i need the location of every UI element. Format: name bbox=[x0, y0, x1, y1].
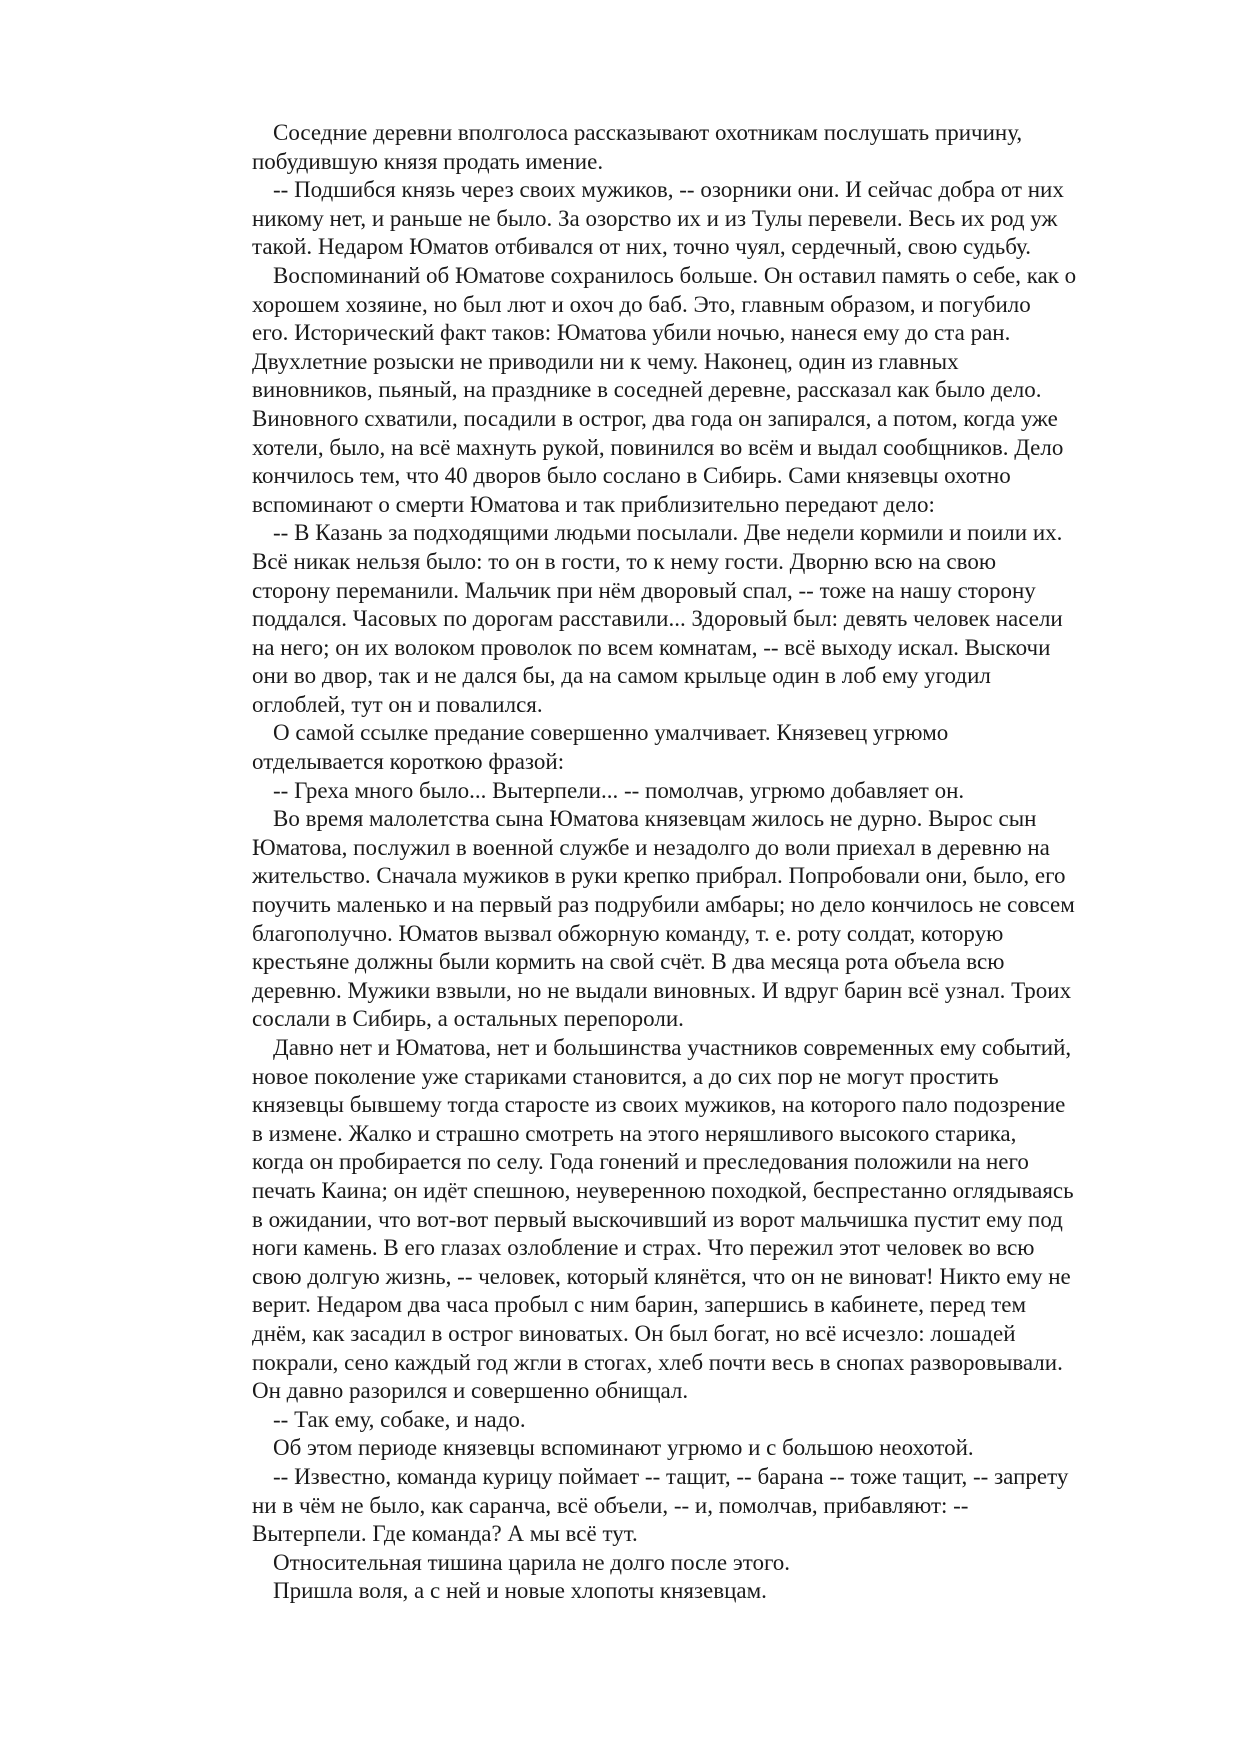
paragraph: Относительная тишина царила не долго после этого. bbox=[273, 1549, 791, 1575]
paragraph: Пришла воля, а с ней и новые хлопоты князевцам. bbox=[273, 1578, 767, 1604]
paragraph: О самой ссылке предание совершенно умалчивает. Князевец угрюмо отделывается короткою фразой: bbox=[252, 720, 949, 775]
paragraph: -- Греха много было... Вытерпели... -- помолчав, угрюмо добавляет он. bbox=[273, 777, 965, 803]
paragraph: -- В Казань за подходящими людьми посылали. Две недели кормили и поили их. Всё никак нельзя было: то он в гости, то к нему гости. Дворню всю на свою сторону переманили. Мальчик при нём дворовый спал, -- тоже на нашу сторону поддался. Часовых по дорогам расставили... Здоровый был: девять человек насели на него; он их волоком проволок по всем комнатам, -- всё выходу искал. Выскочи они во двор, так и не дался бы, да на самом крыльце один в лоб ему угодил оглоблей, тут он и повалился. bbox=[252, 520, 1063, 717]
paragraph: Об этом периоде князевцы вспоминают угрюмо и с большою неохотой. bbox=[273, 1435, 974, 1461]
paragraph: -- Подшибся князь через своих мужиков, -- озорники они. И сейчас добра от них никому нет, и раньше не было. За озорство их и из Тулы перевели. Весь их род уж такой. Недаром Юматов отбивался от них, точно чуял, сердечный, свою судьбу. bbox=[252, 177, 1064, 260]
paragraph: Воспоминаний об Юматове сохранилось больше. Он оставил память о себе, как о хорошем хозяине, но был лют и охоч до баб. Это, главным образом, и погубило его. Исторический факт таков: Юматова убили ночью, нанеся ему до ста ран. Двухлетние розыски не приводили ни к чему. Наконец, один из главных виновников, пьяный, на празднике в соседней деревне, рассказал как было дело. Виновного схватили, посадили в острог, два года он запирался, а потом, когда уже хотели, было, на всё махнуть рукой, повинился во всём и выдал сообщников. Дело кончилось тем, что 40 дворов было сослано в Сибирь. Сами князевцы охотно вспоминают о смерти Юматова и так приблизительно передают дело: bbox=[252, 262, 1077, 517]
paragraph: -- Так ему, собаке, и надо. bbox=[273, 1406, 526, 1432]
paragraph: Во время малолетства сына Юматова князевцам жилось не дурно. Вырос сын Юматова, послужил в военной службе и незадолго до воли приехал в деревню на жительство. Сначала мужиков в руки крепко прибрал. Попробовали они, было, его поучить маленько и на первый раз подрубили амбары; но дело кончилось не совсем благополучно. Юматов вызвал обжорную команду, т. е. роту солдат, которую крестьяне должны были кормить на свой счёт. В два месяца рота объела всю деревню. Мужики взвыли, но не выдали виновных. И вдруг барин всё узнал. Троих сослали в Сибирь, а остальных перепороли. bbox=[252, 806, 1075, 1032]
document-body bbox=[252, 119, 1162, 1606]
paragraph: Соседние деревни вполголоса рассказывают охотникам послушать причину, побудившую князя продать имение. bbox=[252, 120, 1023, 174]
paragraph: Давно нет и Юматова, нет и большинства участников современных ему событий, новое поколение уже стариками становится, а до сих пор не могут простить князевцы бывшему тогда старосте из своих мужиков, на которого пало подозрение в измене. Жалко и страшно смотреть на этого неряшливого высокого старика, когда он пробирается по селу. Года гонений и преследования положили на него печать Каина; он идёт спешною, неуверенною походкой, беспрестанно оглядываясь в ожидании, что вот-вот первый выскочивший из ворот мальчишка пустит ему под ноги камень. В его глазах озлобление и страх. Что пережил этот человек во всю свою долгую жизнь, -- человек, который клянётся, что он не виноват! Никто ему не верит. Недаром два часа пробыл с ним барин, запершись в кабинете, перед тем днём, как засадил в острог виноватых. Он был богат, но всё исчезло: лошадей покрали, сено каждый год жгли в стогах, хлеб почти весь в снопах разворовывали. Он давно разорился и совершенно обнищал. bbox=[252, 1035, 1074, 1404]
paragraph: -- Известно, команда курицу поймает -- тащит, -- барана -- тоже тащит, -- запрету ни в чём не было, как саранча, всё объели, -- и, помолчав, прибавляют: -- Вытерпели. Где команда? А мы всё тут. bbox=[252, 1463, 1069, 1547]
